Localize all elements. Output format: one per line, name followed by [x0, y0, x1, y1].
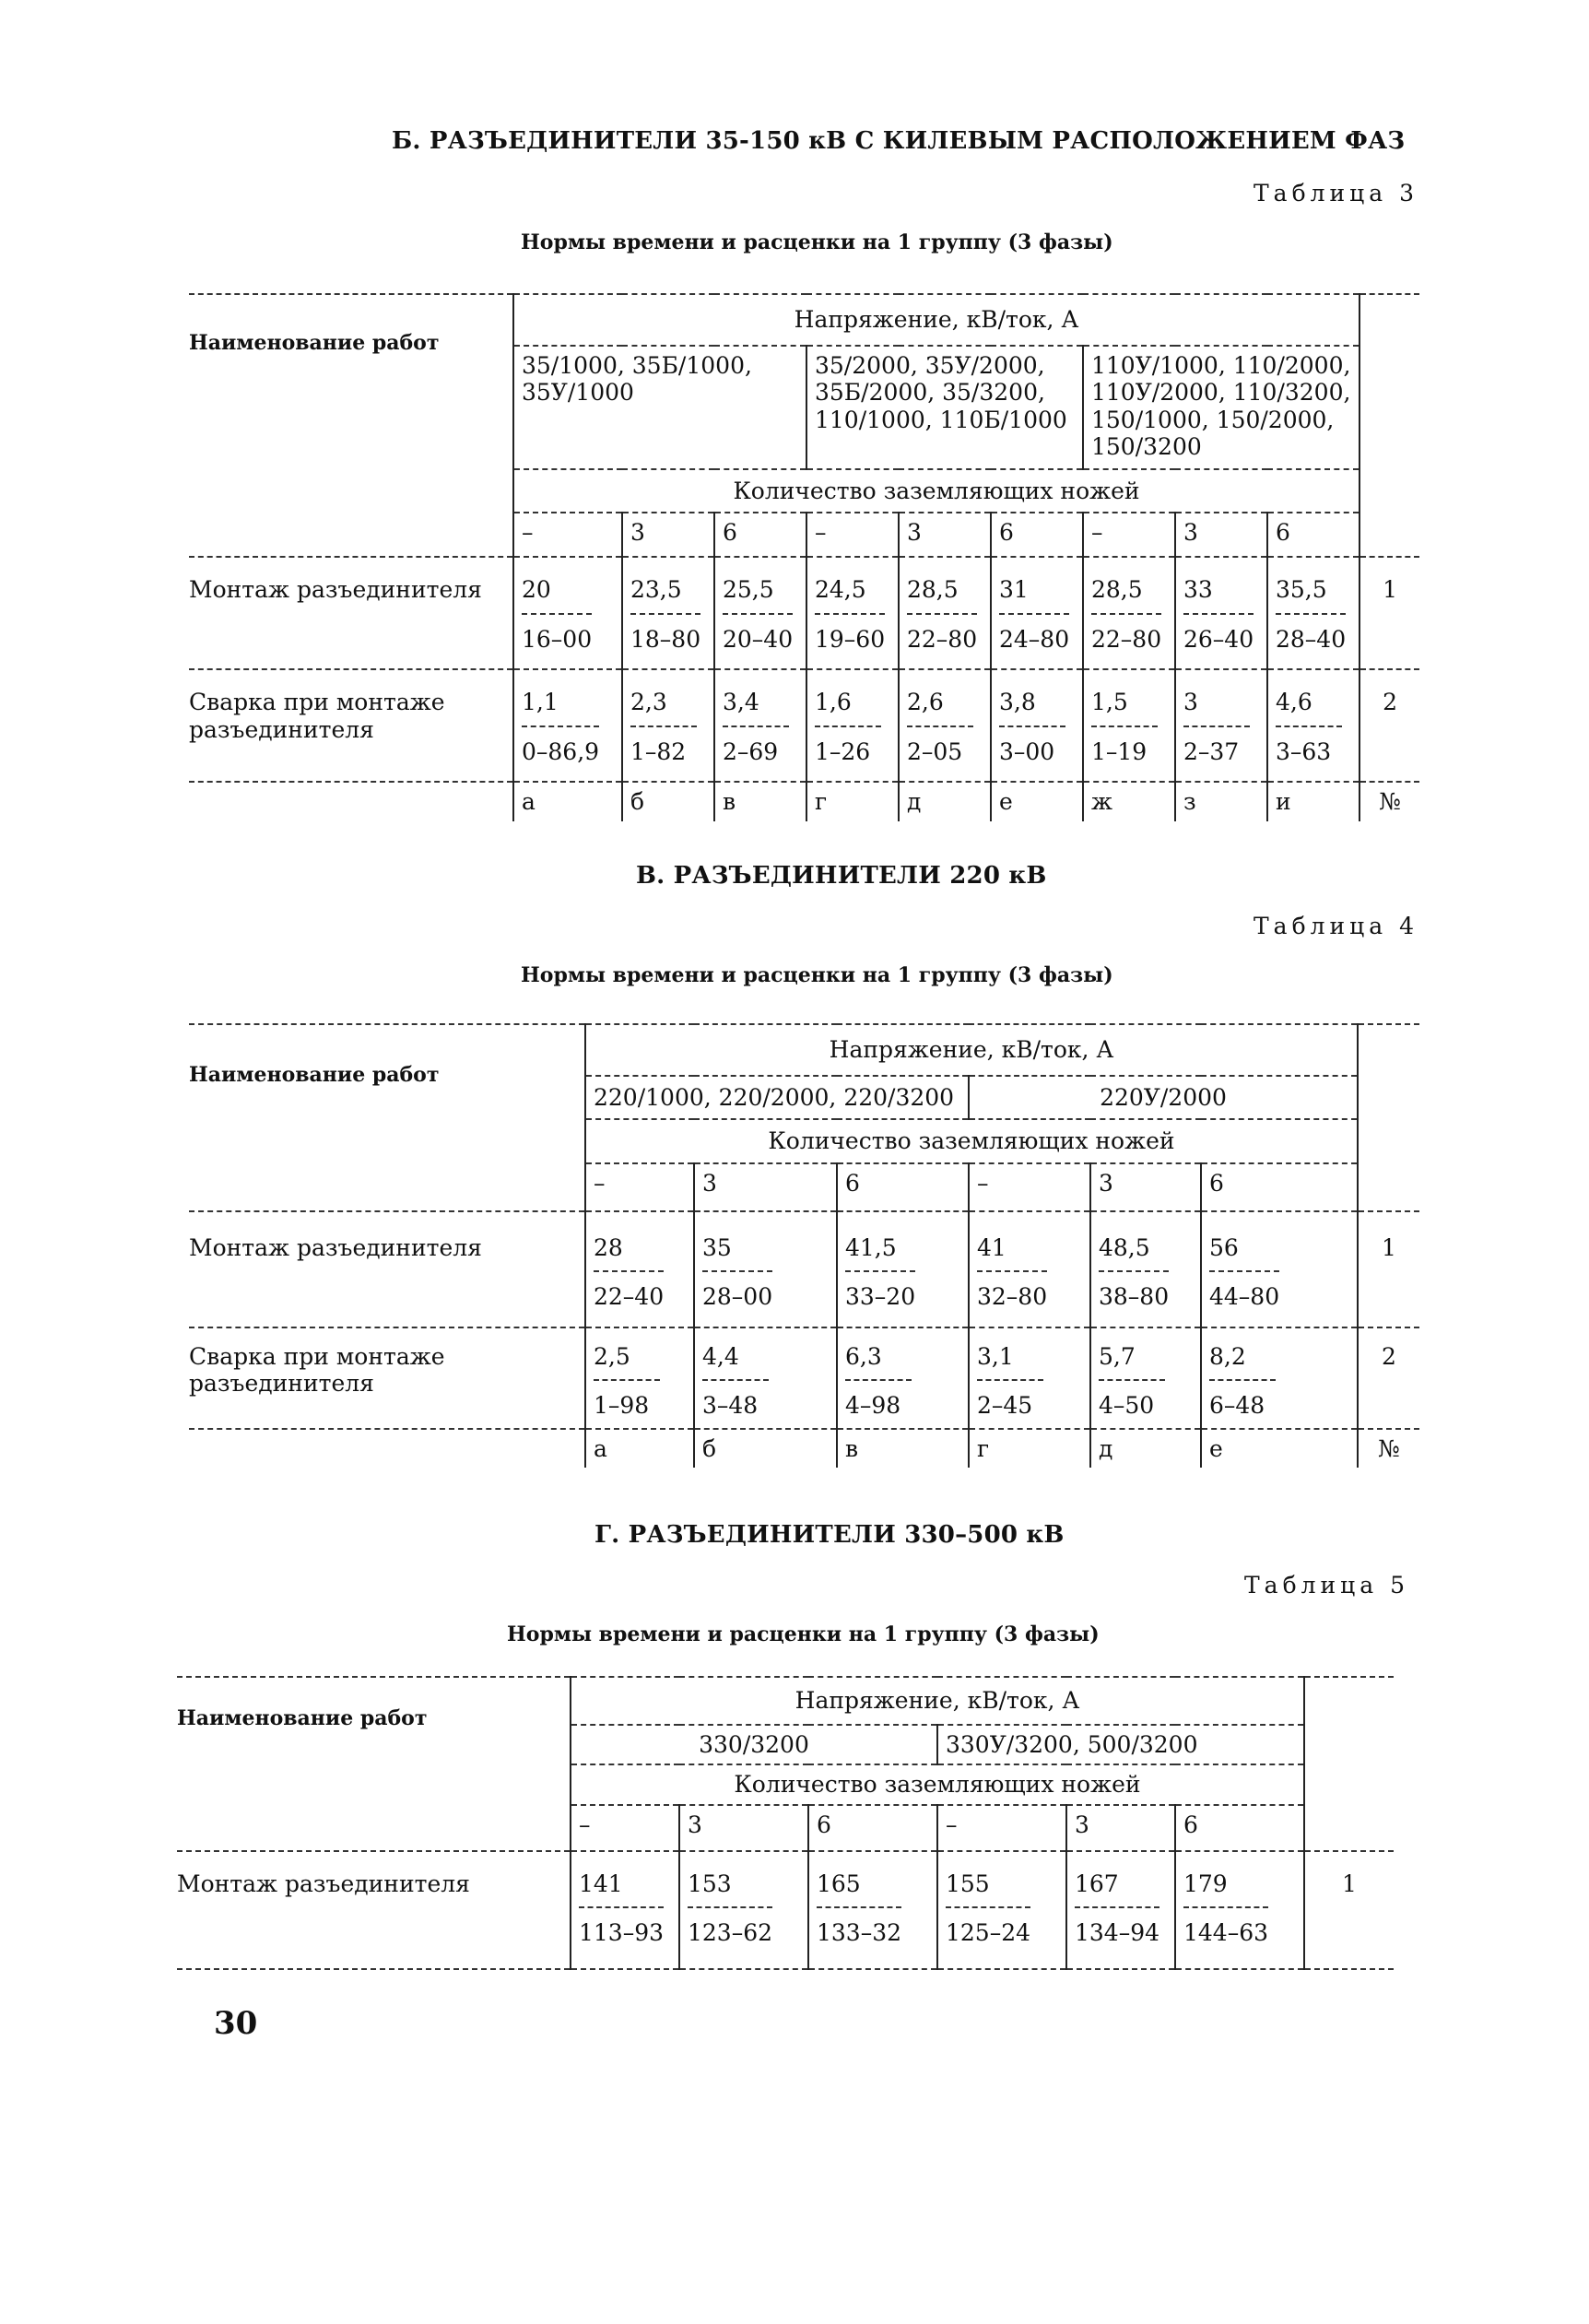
column-letter: б [622, 782, 714, 821]
value-price: 113–93 [579, 1919, 665, 1946]
table-3-knives-cell: 3 [622, 513, 714, 557]
table-3-knives-cell: – [1083, 513, 1175, 557]
value-hours: 3,4 [723, 689, 789, 727]
value-price: 3–48 [702, 1392, 759, 1419]
value-hours: 153 [688, 1870, 772, 1909]
table-4-knives-cell: 3 [694, 1163, 837, 1211]
value-price: 1–98 [594, 1392, 650, 1419]
value-hours: 31 [999, 576, 1069, 615]
value-hours: 167 [1075, 1870, 1159, 1909]
table-3-group-1: 35/1000, 35Б/1000, 35У/1000 [513, 346, 806, 469]
value-hours: 35 [702, 1234, 772, 1273]
value-hours: 56 [1209, 1234, 1279, 1273]
value-price: 2–69 [723, 737, 779, 765]
column-letter: г [969, 1429, 1090, 1469]
value-hours: 4,6 [1276, 689, 1342, 727]
table-5-label: Таблица 5 [1244, 1572, 1410, 1598]
value-hours: 165 [817, 1870, 901, 1909]
value-price: 134–94 [1075, 1919, 1160, 1946]
table-5-knives-cell: – [937, 1805, 1066, 1851]
column-letter: д [1090, 1429, 1201, 1469]
value-price: 133–32 [817, 1919, 902, 1946]
row-number: 1 [1359, 557, 1419, 669]
value-hours: 25,5 [723, 576, 793, 615]
value-price: 19–60 [815, 625, 886, 653]
column-letter: з [1175, 782, 1267, 821]
table-3-knives-cell: – [806, 513, 899, 557]
value-hours: 155 [946, 1870, 1030, 1909]
table-4-row-name: Монтаж разъединителя [189, 1211, 585, 1327]
value-hours: 28,5 [1091, 576, 1161, 615]
table-4-row-1 [189, 1211, 1419, 1327]
row-number: 2 [1359, 669, 1419, 782]
table-4-group-1: 220/1000, 220/2000, 220/3200 [585, 1076, 969, 1120]
table-3-group-3: 110У/1000, 110/2000, 110У/2000, 110/3200, 150/1000, 150/2000, 150/3200 [1083, 346, 1359, 469]
column-letter: и [1267, 782, 1359, 821]
table-3-knives-header: Количество заземляющих ножей [513, 469, 1359, 513]
value-price: 22–80 [907, 625, 978, 653]
table-4-label: Таблица 4 [1254, 913, 1419, 939]
table-3-knives-cell: – [513, 513, 622, 557]
value-hours: 41 [977, 1234, 1047, 1273]
value-hours: 8,2 [1209, 1343, 1276, 1382]
value-price: 1–26 [815, 737, 871, 765]
table-3-row-name: Монтаж разъединителя [189, 557, 513, 669]
value-hours: 2,3 [630, 689, 697, 727]
column-letter: е [1201, 1429, 1358, 1469]
value-hours: 2,5 [594, 1343, 660, 1382]
value-price: 28–00 [702, 1283, 773, 1310]
value-price: 20–40 [723, 625, 794, 653]
value-price: 33–20 [845, 1283, 916, 1310]
value-hours: 3,8 [999, 689, 1065, 727]
value-hours: 1,5 [1091, 689, 1158, 727]
column-letter: а [513, 782, 622, 821]
table-5-knives-cell: 3 [679, 1805, 808, 1851]
value-hours: 48,5 [1099, 1234, 1169, 1273]
value-hours: 20 [522, 576, 592, 615]
table-4-knives-cell: – [969, 1163, 1090, 1211]
table-5-knives-cell: 3 [1066, 1805, 1175, 1851]
table-4-header-voltage: Напряжение, кВ/ток, А [585, 1024, 1358, 1076]
table-4 [189, 1023, 1419, 1468]
table-3-knives-cell: 6 [991, 513, 1083, 557]
value-price: 3–00 [999, 737, 1055, 765]
value-hours: 6,3 [845, 1343, 912, 1382]
number-symbol: № [1379, 788, 1401, 815]
table-3-knives-cell: 6 [1267, 513, 1359, 557]
table-4-row-name: Сварка при монтаже разъединителя [189, 1327, 585, 1429]
table-5-knives-cell: 6 [808, 1805, 937, 1851]
row-number: 1 [1304, 1851, 1394, 1969]
table-5-header-voltage: Напряжение, кВ/ток, А [571, 1677, 1304, 1725]
column-letter: ж [1083, 782, 1175, 821]
table-4-knives-header: Количество заземляющих ножей [585, 1119, 1358, 1163]
table-4-group-2: 220У/2000 [969, 1076, 1358, 1120]
value-price: 2–05 [907, 737, 963, 765]
value-price: 44–80 [1209, 1283, 1280, 1310]
table-4-header-name: Наименование работ [189, 1024, 585, 1211]
value-price: 2–37 [1183, 737, 1240, 765]
column-letter: в [837, 1429, 969, 1469]
table-3-knives-cell: 3 [1175, 513, 1267, 557]
table-5-subtitle: Нормы времени и расценки на 1 группу (3 фазы) [507, 1622, 1100, 1646]
value-hours: 141 [579, 1870, 664, 1909]
value-hours: 1,6 [815, 689, 881, 727]
table-3-label: Таблица 3 [1254, 180, 1419, 206]
value-hours: 41,5 [845, 1234, 915, 1273]
value-price: 1–82 [630, 737, 687, 765]
table-4-row-2 [189, 1327, 1419, 1429]
value-hours: 5,7 [1099, 1343, 1165, 1382]
table-5-knives-cell: – [571, 1805, 679, 1851]
table-4-subtitle: Нормы времени и расценки на 1 группу (3 фазы) [521, 963, 1113, 987]
value-hours: 28 [594, 1234, 664, 1273]
value-price: 22–80 [1091, 625, 1162, 653]
number-symbol: № [1378, 1434, 1400, 1462]
value-price: 144–63 [1183, 1919, 1269, 1946]
row-number: 1 [1358, 1211, 1419, 1327]
value-hours: 3 [1183, 689, 1250, 727]
table-4-knives-cell: – [585, 1163, 694, 1211]
value-hours: 3,1 [977, 1343, 1043, 1382]
column-letter: в [714, 782, 806, 821]
value-price: 1–19 [1091, 737, 1148, 765]
value-hours: 1,1 [522, 689, 599, 727]
table-3-row-2 [189, 669, 1419, 782]
table-3-row-name: Сварка при монтаже разъединителя [189, 669, 513, 782]
table-4-knives-cell: 6 [1201, 1163, 1358, 1211]
value-price: 4–98 [845, 1392, 901, 1419]
value-hours: 4,4 [702, 1343, 769, 1382]
section-v-title: В. РАЗЪЕДИНИТЕЛИ 220 кВ [636, 862, 1047, 890]
table-5-row-name: Монтаж разъединителя [177, 1851, 571, 1969]
value-price: 22–40 [594, 1283, 665, 1310]
value-price: 38–80 [1099, 1283, 1170, 1310]
value-price: 24–80 [999, 625, 1070, 653]
column-letter: а [585, 1429, 694, 1469]
column-letter: б [694, 1429, 837, 1469]
table-5-group-2: 330У/3200, 500/3200 [937, 1725, 1304, 1765]
value-hours: 2,6 [907, 689, 973, 727]
table-3-subtitle: Нормы времени и расценки на 1 группу (3 фазы) [521, 230, 1113, 254]
value-price: 4–50 [1099, 1392, 1155, 1419]
table-3-header-name: Наименование работ [189, 294, 513, 557]
value-price: 2–45 [977, 1392, 1033, 1419]
table-4-knives-cell: 3 [1090, 1163, 1201, 1211]
value-price: 125–24 [946, 1919, 1031, 1946]
table-5-knives-header: Количество заземляющих ножей [571, 1764, 1304, 1805]
row-number: 2 [1358, 1327, 1419, 1429]
value-price: 18–80 [630, 625, 701, 653]
value-hours: 24,5 [815, 576, 885, 615]
value-hours: 33 [1183, 576, 1254, 615]
value-hours: 35,5 [1276, 576, 1346, 615]
column-letter: д [899, 782, 991, 821]
value-price: 3–63 [1276, 737, 1332, 765]
table-3-group-2: 35/2000, 35У/2000, 35Б/2000, 35/3200, 110/1000, 110Б/1000 [806, 346, 1083, 469]
table-4-knives-cell: 6 [837, 1163, 969, 1211]
table-5-group-1: 330/3200 [571, 1725, 937, 1765]
value-price: 32–80 [977, 1283, 1048, 1310]
value-price: 28–40 [1276, 625, 1347, 653]
value-hours: 28,5 [907, 576, 977, 615]
value-hours: 23,5 [630, 576, 700, 615]
value-hours: 179 [1183, 1870, 1268, 1909]
table-3-knives-cell: 6 [714, 513, 806, 557]
table-5-header-name: Наименование работ [177, 1677, 571, 1851]
table-5 [177, 1676, 1394, 1970]
section-b-title: Б. РАЗЪЕДИНИТЕЛИ 35-150 кВ С КИЛЕВЫМ РАСПОЛОЖЕНИЕМ ФАЗ [392, 127, 1406, 155]
table-5-knives-cell: 6 [1175, 1805, 1304, 1851]
value-price: 6–48 [1209, 1392, 1265, 1419]
value-price: 26–40 [1183, 625, 1254, 653]
page-number: 30 [214, 2005, 258, 2042]
table-3-knives-cell: 3 [899, 513, 991, 557]
table-5-row-1 [177, 1851, 1394, 1969]
section-g-title: Г. РАЗЪЕДИНИТЕЛИ 330–500 кВ [594, 1521, 1065, 1549]
table-3-header-voltage: Напряжение, кВ/ток, А [513, 294, 1359, 346]
value-price: 0–86,9 [522, 737, 600, 765]
table-3-row-1 [189, 557, 1419, 669]
value-price: 16–00 [522, 625, 593, 653]
table-3 [189, 293, 1419, 821]
column-letter: г [806, 782, 899, 821]
value-price: 123–62 [688, 1919, 773, 1946]
column-letter: е [991, 782, 1083, 821]
